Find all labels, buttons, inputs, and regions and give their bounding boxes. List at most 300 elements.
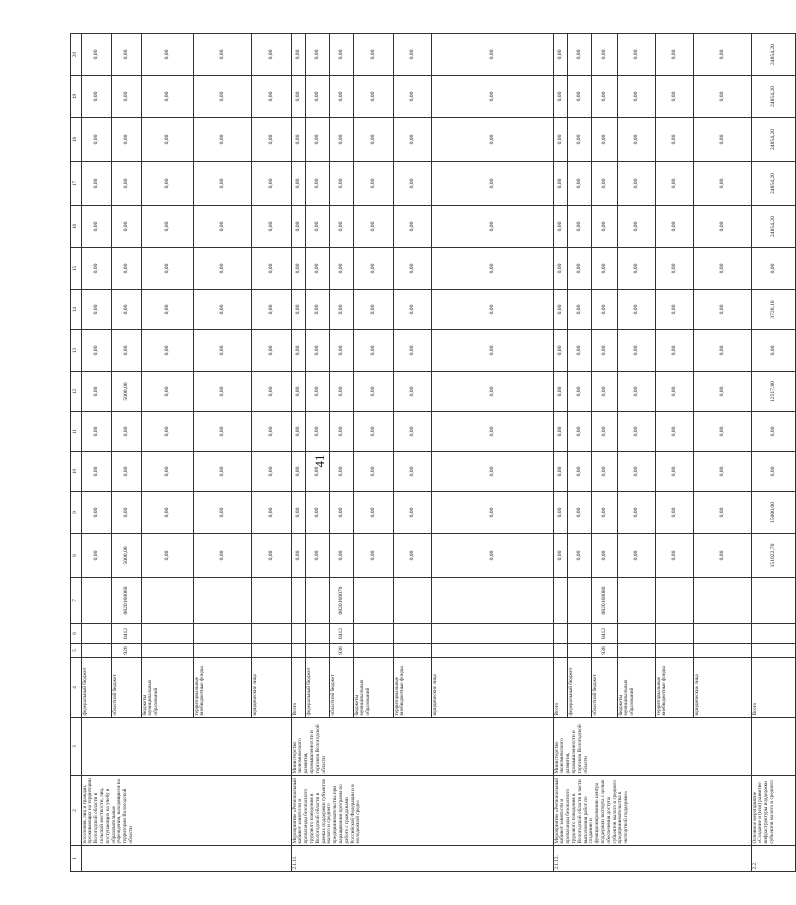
value-col-11: 0,00 [568,412,592,452]
value-col-17: 0,00 [142,162,194,206]
grbs-code [432,644,554,658]
value-col-9: 0,00 [292,492,306,534]
value-col-18: 0,00 [554,118,568,162]
value-col-12: 0,00 [568,372,592,412]
value-col-12: 0,00 [330,372,354,412]
value-col-16: 0,00 [394,206,432,248]
header-cell-4: 4 [71,658,82,718]
value-col-20: 0,00 [618,34,656,76]
target-article-code [252,578,292,624]
value-col-9: 0,00 [694,492,752,534]
value-col-13: 0,00 [82,330,112,372]
value-col-16: 24854,20 [752,206,796,248]
funding-source: юридические лица [252,658,292,718]
value-col-15: 0,00 [432,248,554,290]
value-col-14: 3728,10 [752,290,796,330]
section-code [252,624,292,644]
value-col-17: 0,00 [694,162,752,206]
value-col-17: 0,00 [432,162,554,206]
value-col-20: 0,00 [694,34,752,76]
value-col-12: 0,00 [354,372,394,412]
funding-source: областной бюджет [592,658,618,718]
section-code [194,624,252,644]
value-col-13: 0,00 [568,330,592,372]
target-article-code [568,578,592,624]
header-cell-6: 6 [71,624,82,644]
target-article-code: 0820168080 [592,578,618,624]
value-col-9: 0,00 [354,492,394,534]
grbs-code [568,644,592,658]
value-col-20: 0,00 [142,34,194,76]
target-article-code [292,578,306,624]
section-code [354,624,394,644]
value-col-8: 0,00 [568,534,592,578]
activity-name: Основное мероприятие «Создание и (или) развитие инфраструктуры поддержки субъектов малого и среднего [752,776,796,846]
value-col-20: 0,00 [252,34,292,76]
value-col-13: 0,00 [142,330,194,372]
value-col-13: 0,00 [292,330,306,372]
value-col-13: 0,00 [554,330,568,372]
value-col-20: 0,00 [194,34,252,76]
grbs-code [82,644,112,658]
value-col-18: 0,00 [306,118,330,162]
header-cell-8: 8 [71,534,82,578]
value-col-12: 12517,80 [752,372,796,412]
row-number: 2.1.12. [554,846,752,872]
responsible-executor [752,718,796,776]
value-col-17: 0,00 [394,162,432,206]
value-col-20: 0,00 [568,34,592,76]
grbs-code: 930 [330,644,354,658]
value-col-11: 0,00 [252,412,292,452]
value-col-11: 0,00 [142,412,194,452]
value-col-16: 0,00 [330,206,354,248]
table-row [292,34,306,872]
value-col-8: 151022,70 [752,534,796,578]
value-col-8: 0,00 [394,534,432,578]
header-cell-20: 20 [71,34,82,76]
section-code [292,624,306,644]
value-col-16: 0,00 [656,206,694,248]
grbs-code [694,644,752,658]
section-code: 0412 [330,624,354,644]
value-col-8: 0,00 [306,534,330,578]
value-col-17: 0,00 [568,162,592,206]
value-col-8: 5000,00 [112,534,142,578]
rotated-page-frame [70,34,777,872]
target-article-code [394,578,432,624]
value-col-16: 0,00 [142,206,194,248]
grbs-code [306,644,330,658]
value-col-10: 0,00 [752,452,796,492]
value-col-8: 0,00 [694,534,752,578]
target-article-code [82,578,112,624]
value-col-10: 0,00 [554,452,568,492]
value-col-15: 0,00 [330,248,354,290]
value-col-19: 0,00 [554,76,568,118]
value-col-20: 0,00 [656,34,694,76]
section-code [394,624,432,644]
value-col-17: 0,00 [554,162,568,206]
value-col-13: 0,00 [112,330,142,372]
section-code [142,624,194,644]
header-cell-3: 3 [71,718,82,776]
value-col-20: 0,00 [292,34,306,76]
value-col-12: 0,00 [194,372,252,412]
value-col-18: 0,00 [568,118,592,162]
value-col-15: 0,00 [568,248,592,290]
value-col-10: 0,00 [112,452,142,492]
value-col-14: 0,00 [554,290,568,330]
value-col-11: 0,00 [618,412,656,452]
budget-table [70,33,796,872]
value-col-20: 24854,20 [752,34,796,76]
responsible-executor [82,718,292,776]
value-col-18: 0,00 [432,118,554,162]
value-col-11: 0,00 [194,412,252,452]
row-number: 2.1.11. [292,846,554,872]
value-col-20: 0,00 [592,34,618,76]
header-row [71,34,82,872]
value-col-10: 0,00 [292,452,306,492]
activity-name: Мероприятие «Региональный кабинет занятости и пропаганды безопасного трудового поведения в Вологодской области в части выполнения работ по созданию и функционированию центра поддержки экспорта с целью обеспечения доступа субъектов малого и среднего предпринимательства к экспортной поддержке» [554,776,752,846]
value-col-19: 0,00 [194,76,252,118]
value-col-12: 0,00 [82,372,112,412]
grbs-code [194,644,252,658]
section-code [306,624,330,644]
value-col-15: 0,00 [306,248,330,290]
value-col-19: 24854,20 [752,76,796,118]
value-col-17: 0,00 [592,162,618,206]
activity-name: Мероприятие «Региональный кабинет занятости и пропаганды безопасного трудового поведения в Вологодской области в рамках поддержки субъектов малого и среднего предпринимательства при наращивании программ по работе с гражданами Российской Федерации и в молодежной среде» [292,776,554,846]
value-col-15: 0,00 [112,248,142,290]
value-col-12: 0,00 [694,372,752,412]
funding-source: областной бюджет [112,658,142,718]
value-col-19: 0,00 [292,76,306,118]
section-code [656,624,694,644]
target-article-code [752,578,796,624]
section-code [82,624,112,644]
value-col-19: 0,00 [656,76,694,118]
value-col-10: 0,00 [432,452,554,492]
value-col-14: 0,00 [568,290,592,330]
table-row [752,34,796,872]
value-col-12: 0,00 [142,372,194,412]
value-col-11: 0,00 [112,412,142,452]
header-cell-9: 9 [71,492,82,534]
value-col-15: 0,00 [354,248,394,290]
value-col-17: 0,00 [618,162,656,206]
value-col-16: 0,00 [618,206,656,248]
value-col-14: 0,00 [618,290,656,330]
value-col-11: 0,00 [82,412,112,452]
section-code [432,624,554,644]
header-cell-18: 18 [71,118,82,162]
funding-source: бюджеты муниципальных образований [354,658,394,718]
value-col-15: 0,00 [656,248,694,290]
value-col-17: 0,00 [656,162,694,206]
section-code [568,624,592,644]
value-col-15: 0,00 [292,248,306,290]
value-col-15: 0,00 [554,248,568,290]
value-col-13: 0,00 [618,330,656,372]
value-col-8: 0,00 [194,534,252,578]
rotated-table-container [70,34,777,872]
value-col-8: 0,00 [354,534,394,578]
value-col-18: 0,00 [694,118,752,162]
value-col-11: 0,00 [432,412,554,452]
header-cell-2: 2 [71,776,82,846]
value-col-12: 0,00 [554,372,568,412]
value-col-11: 0,00 [554,412,568,452]
value-col-19: 0,00 [306,76,330,118]
responsible-executor: Министерство экономического развития, промышленности и торговли Вологодской области [554,718,752,776]
funding-source: бюджеты муниципальных образований [142,658,194,718]
value-col-16: 0,00 [354,206,394,248]
value-col-11: 0,00 [656,412,694,452]
value-col-14: 0,00 [394,290,432,330]
header-cell-12: 12 [71,372,82,412]
value-col-9: 0,00 [394,492,432,534]
value-col-19: 0,00 [592,76,618,118]
section-code [554,624,568,644]
funding-source: бюджеты муниципальных образований [618,658,656,718]
value-col-18: 0,00 [394,118,432,162]
value-col-19: 0,00 [82,76,112,118]
value-col-11: 0,00 [354,412,394,452]
value-col-16: 0,00 [194,206,252,248]
value-col-20: 0,00 [306,34,330,76]
grbs-code: 930 [592,644,618,658]
activity-name: поселения, лиц и граждан, проживающих на территории Вологодской области в сельской местности, лиц, поступающих на учебу в образовательные учреждения, находящиеся на территории Вологодской области [82,776,292,846]
value-col-15: 0,00 [592,248,618,290]
value-col-17: 0,00 [354,162,394,206]
grbs-code [292,644,306,658]
funding-source: территориальные внебюджетные фонды [394,658,432,718]
value-col-13: 0,00 [306,330,330,372]
value-col-20: 0,00 [330,34,354,76]
value-col-8: 0,00 [142,534,194,578]
value-col-14: 0,00 [354,290,394,330]
table-row [82,34,112,872]
value-col-13: 0,00 [752,330,796,372]
funding-source: Всего [752,658,796,718]
value-col-8: 0,00 [618,534,656,578]
value-col-12: 0,00 [252,372,292,412]
value-col-10: 0,00 [82,452,112,492]
value-col-10: 0,00 [694,452,752,492]
value-col-10: 0,00 [354,452,394,492]
funding-source: федеральный бюджет [568,658,592,718]
value-col-9: 0,00 [554,492,568,534]
value-col-14: 0,00 [252,290,292,330]
value-col-14: 0,00 [432,290,554,330]
section-code [694,624,752,644]
value-col-16: 0,00 [568,206,592,248]
value-col-16: 0,00 [306,206,330,248]
value-col-16: 0,00 [432,206,554,248]
header-cell-7: 7 [71,578,82,624]
value-col-16: 0,00 [554,206,568,248]
value-col-8: 0,00 [592,534,618,578]
value-col-9: 0,00 [306,492,330,534]
value-col-18: 0,00 [142,118,194,162]
value-col-9: 0,00 [82,492,112,534]
funding-source: Всего [292,658,306,718]
value-col-18: 0,00 [292,118,306,162]
value-col-16: 0,00 [292,206,306,248]
grbs-code [252,644,292,658]
value-col-9: 0,00 [142,492,194,534]
value-col-15: 0,00 [394,248,432,290]
value-col-10: 0,00 [330,452,354,492]
funding-source: областной бюджет [330,658,354,718]
value-col-11: 0,00 [306,412,330,452]
value-col-13: 0,00 [194,330,252,372]
value-col-18: 0,00 [656,118,694,162]
value-col-9: 0,00 [330,492,354,534]
value-col-19: 0,00 [252,76,292,118]
target-article-code: 0820168070 [330,578,354,624]
value-col-11: 0,00 [292,412,306,452]
value-col-9: 0,00 [432,492,554,534]
value-col-19: 0,00 [432,76,554,118]
grbs-code [618,644,656,658]
value-col-19: 0,00 [568,76,592,118]
value-col-18: 0,00 [618,118,656,162]
value-col-16: 0,00 [252,206,292,248]
value-col-19: 0,00 [142,76,194,118]
value-col-12: 0,00 [618,372,656,412]
value-col-17: 0,00 [252,162,292,206]
value-col-9: 0,00 [194,492,252,534]
value-col-17: 0,00 [194,162,252,206]
value-col-9: 0,00 [656,492,694,534]
target-article-code [618,578,656,624]
target-article-code [306,578,330,624]
grbs-code [554,644,568,658]
value-col-13: 0,00 [252,330,292,372]
value-col-17: 0,00 [292,162,306,206]
value-col-9: 15000,00 [752,492,796,534]
value-col-20: 0,00 [354,34,394,76]
grbs-code [656,644,694,658]
value-col-13: 0,00 [432,330,554,372]
grbs-code [354,644,394,658]
value-col-10: 0,00 [592,452,618,492]
value-col-17: 0,00 [112,162,142,206]
value-col-17: 0,00 [82,162,112,206]
value-col-10: 0,00 [252,452,292,492]
responsible-executor: Министерство экономического развития, промышленности и торговли Вологодской области [292,718,554,776]
value-col-13: 0,00 [656,330,694,372]
value-col-10: 0,00 [142,452,194,492]
value-col-18: 0,00 [592,118,618,162]
value-col-12: 0,00 [592,372,618,412]
header-cell-10: 10 [71,452,82,492]
value-col-8: 0,00 [554,534,568,578]
value-col-16: 0,00 [112,206,142,248]
value-col-15: 0,00 [694,248,752,290]
value-col-9: 0,00 [252,492,292,534]
value-col-19: 0,00 [330,76,354,118]
value-col-15: 0,00 [82,248,112,290]
value-col-14: 0,00 [292,290,306,330]
value-col-18: 0,00 [112,118,142,162]
value-col-11: 0,00 [330,412,354,452]
value-col-9: 0,00 [592,492,618,534]
row-number [82,846,292,872]
value-col-11: 0,00 [694,412,752,452]
grbs-code [752,644,796,658]
grbs-code [142,644,194,658]
row-number: 2.2. [752,846,796,872]
value-col-15: 0,00 [252,248,292,290]
value-col-19: 0,00 [112,76,142,118]
value-col-10: 0,00 [656,452,694,492]
value-col-17: 24854,20 [752,162,796,206]
header-cell-5: 5 [71,644,82,658]
value-col-13: 0,00 [330,330,354,372]
value-col-10: 0,00 [618,452,656,492]
value-col-20: 0,00 [554,34,568,76]
header-cell-13: 13 [71,330,82,372]
value-col-14: 0,00 [656,290,694,330]
target-article-code: 0820168060 [112,578,142,624]
target-article-code [354,578,394,624]
value-col-19: 0,00 [618,76,656,118]
page-number: 41 [312,454,327,468]
target-article-code [694,578,752,624]
funding-source: федеральный бюджет [306,658,330,718]
value-col-18: 0,00 [354,118,394,162]
funding-source: Всего [554,658,568,718]
value-col-14: 0,00 [592,290,618,330]
value-col-10: 0,00 [194,452,252,492]
value-col-11: 0,00 [394,412,432,452]
value-col-8: 0,00 [432,534,554,578]
value-col-16: 0,00 [592,206,618,248]
value-col-16: 0,00 [82,206,112,248]
section-code [618,624,656,644]
value-col-20: 0,00 [432,34,554,76]
value-col-9: 0,00 [568,492,592,534]
table-row [554,34,568,872]
value-col-18: 24854,20 [752,118,796,162]
grbs-code [394,644,432,658]
value-col-13: 0,00 [394,330,432,372]
target-article-code [142,578,194,624]
value-col-18: 0,00 [252,118,292,162]
value-col-13: 0,00 [354,330,394,372]
value-col-8: 0,00 [656,534,694,578]
value-col-14: 0,00 [306,290,330,330]
target-article-code [432,578,554,624]
value-col-14: 0,00 [194,290,252,330]
header-cell-19: 19 [71,76,82,118]
header-cell-15: 15 [71,248,82,290]
value-col-12: 0,00 [432,372,554,412]
funding-source: территориальные внебюджетные фонды [194,658,252,718]
value-col-8: 0,00 [292,534,306,578]
value-col-17: 0,00 [306,162,330,206]
value-col-16: 0,00 [694,206,752,248]
value-col-8: 0,00 [82,534,112,578]
section-code [752,624,796,644]
header-cell-11: 11 [71,412,82,452]
value-col-19: 0,00 [394,76,432,118]
header-cell-14: 14 [71,290,82,330]
